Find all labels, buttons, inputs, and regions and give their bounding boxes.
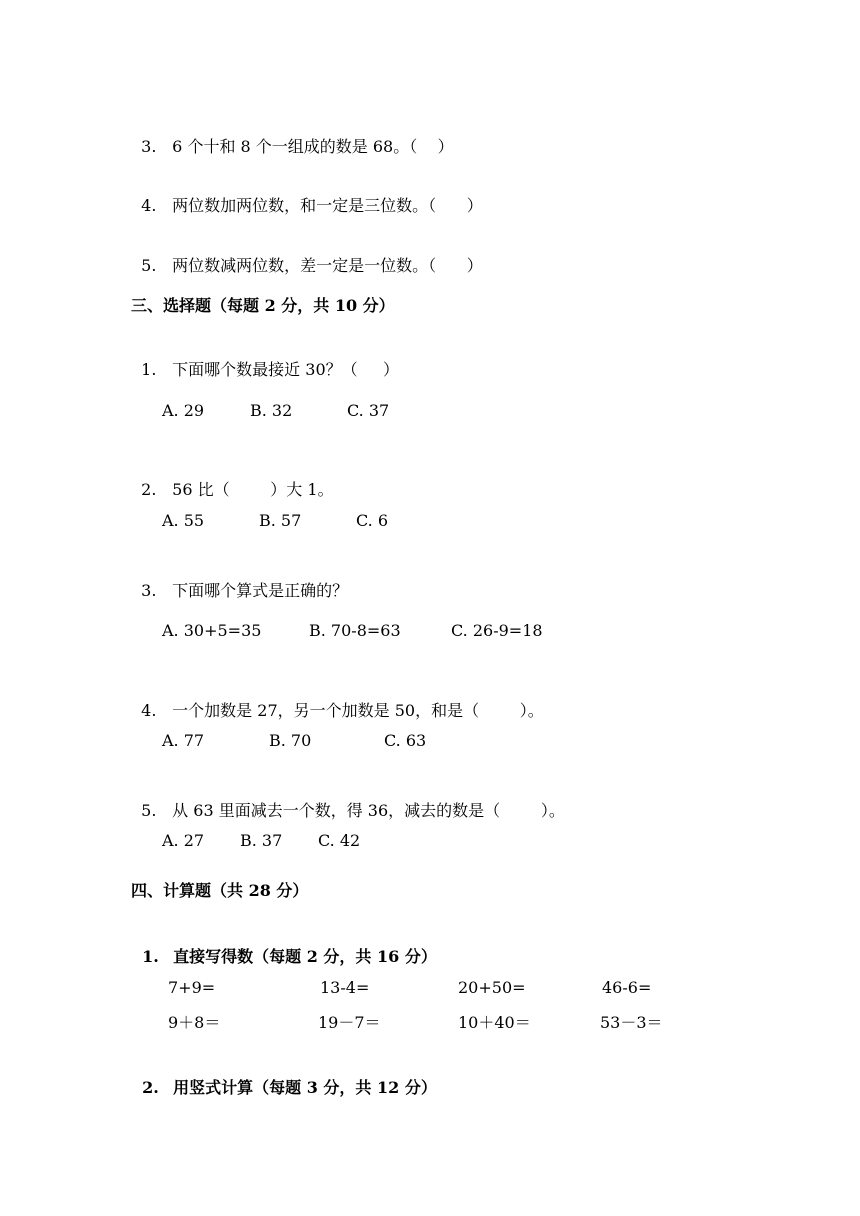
section-title-calculation: 四、计算题（共 28 分）	[131, 881, 309, 900]
option-a: A. 55	[162, 511, 205, 530]
question-text: 下面哪个数最接近 30？（ ）	[172, 360, 400, 379]
calc-expression: 7+9=	[168, 978, 216, 997]
calc-expression: 13-4=	[320, 978, 370, 997]
section-title-choice: 三、选择题（每题 2 分，共 10 分）	[131, 296, 395, 315]
option-a: A. 29	[162, 401, 205, 420]
item-text: 6 个十和 8 个一组成的数是 68。（ ）	[172, 137, 454, 156]
item-text: 两位数减两位数，差一定是一位数。（ ）	[172, 256, 483, 275]
option-b: B. 37	[240, 831, 283, 850]
option-a: A. 30+5=35	[162, 621, 262, 640]
option-b: B. 70-8=63	[309, 621, 401, 640]
calc-subsection-1	[131, 927, 437, 967]
choice-question-2	[131, 460, 334, 500]
question-number: 5.	[141, 801, 157, 820]
question-number: 3.	[141, 581, 157, 600]
calc-expression: 53－3＝	[600, 1013, 663, 1032]
choice-question-1	[131, 340, 399, 380]
question-text: 56 比（ ）大 1。	[172, 480, 334, 499]
choice-question-3	[131, 561, 348, 601]
subsection-number: 1.	[142, 947, 159, 966]
option-b: B. 70	[269, 731, 312, 750]
calc-expression: 20+50=	[458, 978, 526, 997]
option-b: B. 57	[259, 511, 302, 530]
option-c: C. 6	[356, 511, 389, 530]
question-number: 2.	[141, 480, 157, 499]
option-c: C. 26-9=18	[451, 621, 543, 640]
option-a: A. 27	[162, 831, 205, 850]
calc-expression: 9＋8＝	[168, 1013, 221, 1032]
option-c: C. 63	[384, 731, 427, 750]
choice-question-4	[131, 681, 544, 721]
option-c: C. 37	[347, 401, 390, 420]
choice-question-5	[131, 781, 565, 821]
subsection-text: 用竖式计算（每题 3 分，共 12 分）	[173, 1078, 437, 1097]
question-text: 一个加数是 27，另一个加数是 50，和是（ ）。	[172, 701, 544, 720]
subsection-text: 直接写得数（每题 2 分，共 16 分）	[173, 947, 437, 966]
question-number: 4.	[141, 701, 157, 720]
calc-subsection-2	[131, 1058, 437, 1098]
item-text: 两位数加两位数，和一定是三位数。（ ）	[172, 196, 483, 215]
calc-expression: 46-6=	[602, 978, 652, 997]
question-text: 下面哪个算式是正确的？	[172, 581, 349, 600]
judgment-item-3	[131, 117, 454, 157]
calc-expression: 10＋40＝	[458, 1013, 531, 1032]
item-number: 5.	[141, 256, 157, 275]
item-number: 3.	[141, 137, 157, 156]
judgment-item-5	[131, 236, 483, 276]
item-number: 4.	[141, 196, 157, 215]
option-c: C. 42	[318, 831, 361, 850]
judgment-item-4	[131, 176, 483, 216]
question-text: 从 63 里面减去一个数，得 36，减去的数是（ ）。	[172, 801, 565, 820]
question-number: 1.	[141, 360, 157, 379]
option-b: B. 32	[250, 401, 293, 420]
option-a: A. 77	[162, 731, 205, 750]
calc-expression: 19－7＝	[318, 1013, 381, 1032]
subsection-number: 2.	[142, 1078, 159, 1097]
